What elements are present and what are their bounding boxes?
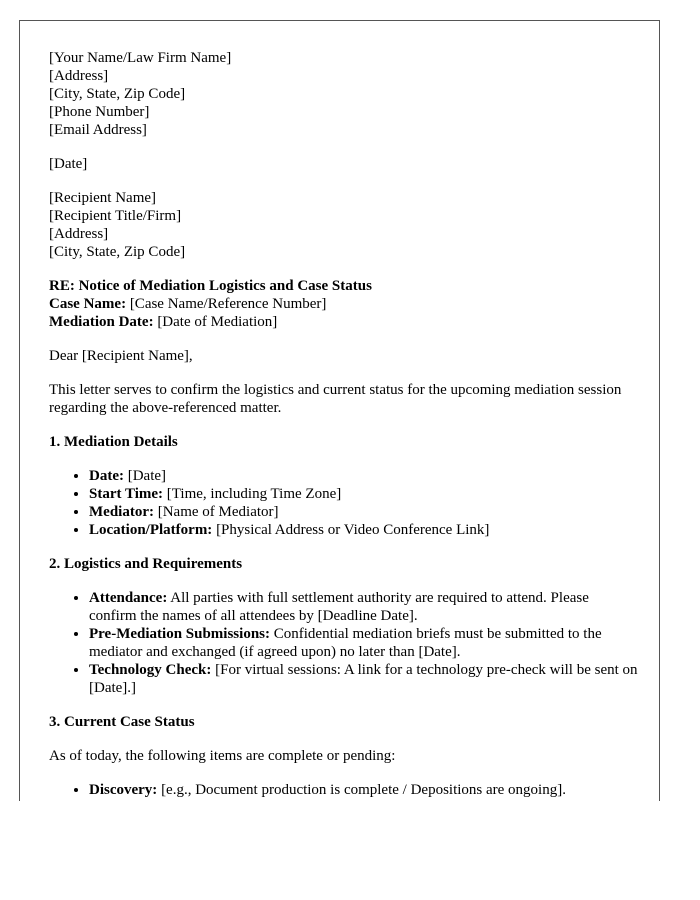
recipient-city: [City, State, Zip Code]	[49, 244, 186, 260]
mediation-date-value: [Date of Mediation]	[153, 314, 278, 330]
item-text: [e.g., Document production is complete / Depositions are ongoing].	[157, 782, 566, 798]
recipient-name: [Recipient Name]	[49, 190, 157, 206]
case-name-line	[49, 295, 639, 313]
sender-block	[49, 49, 639, 139]
item-label: Attendance:	[89, 590, 168, 606]
re-block	[49, 277, 639, 331]
item-text: All parties with full settlement authority are required to attend. Please confirm the names of all attendees by [Deadline Date].	[89, 590, 589, 624]
item-label: Mediator:	[89, 504, 154, 520]
section-title-logistics: 2. Logistics and Requirements	[49, 556, 243, 572]
item-text: [For virtual sessions: A link for a technology pre-check will be sent on [Date].]	[89, 662, 638, 696]
salutation: Dear [Recipient Name],	[49, 348, 193, 364]
item-label: Technology Check:	[89, 662, 212, 678]
item-text: [Name of Mediator]	[153, 504, 279, 520]
item-text: [Date]	[123, 468, 167, 484]
sender-name: [Your Name/Law Firm Name]	[49, 50, 232, 66]
recipient-address: [Address]	[49, 226, 109, 242]
item-text: [Physical Address or Video Conference Link]	[212, 522, 490, 538]
re-subject: RE: Notice of Mediation Logistics and Case Status	[49, 278, 372, 294]
sender-address: [Address]	[49, 68, 109, 84]
section-title-details: 1. Mediation Details	[49, 434, 178, 450]
item-label: Location/Platform:	[89, 522, 213, 538]
letter-page	[19, 20, 660, 801]
recipient-title: [Recipient Title/Firm]	[49, 208, 182, 224]
letter-content	[49, 49, 639, 801]
item-label: Pre-Mediation Submissions:	[89, 626, 270, 642]
details-list	[49, 467, 639, 539]
list-item	[89, 521, 639, 539]
mediation-date-label: Mediation Date:	[49, 314, 154, 330]
list-item	[89, 781, 639, 799]
sender-city: [City, State, Zip Code]	[49, 86, 186, 102]
sender-phone: [Phone Number]	[49, 104, 150, 120]
list-item	[89, 589, 639, 625]
case-name-value: [Case Name/Reference Number]	[126, 296, 327, 312]
item-text: Confidential mediation briefs must be submitted to the mediator and exchanged (if agreed upon) no later than [Date].	[89, 626, 602, 660]
section-title-status: 3. Current Case Status	[49, 714, 195, 730]
list-item	[89, 503, 639, 521]
status-list	[49, 781, 639, 799]
intro-paragraph: This letter serves to confirm the logistics and current status for the upcoming mediation session regarding the above-referenced matter.	[49, 382, 622, 416]
sender-email: [Email Address]	[49, 122, 147, 138]
logistics-list	[49, 589, 639, 697]
letter-date: [Date]	[49, 156, 88, 172]
recipient-block	[49, 189, 639, 261]
item-text: [Time, including Time Zone]	[163, 486, 342, 502]
mediation-date-line	[49, 313, 639, 331]
list-item	[89, 467, 639, 485]
item-label: Discovery:	[89, 782, 158, 798]
item-label: Date:	[89, 468, 124, 484]
list-item	[89, 661, 639, 697]
case-name-label: Case Name:	[49, 296, 127, 312]
list-item	[89, 625, 639, 661]
item-label: Start Time:	[89, 486, 164, 502]
list-item	[89, 485, 639, 503]
status-intro: As of today, the following items are complete or pending:	[49, 748, 396, 764]
